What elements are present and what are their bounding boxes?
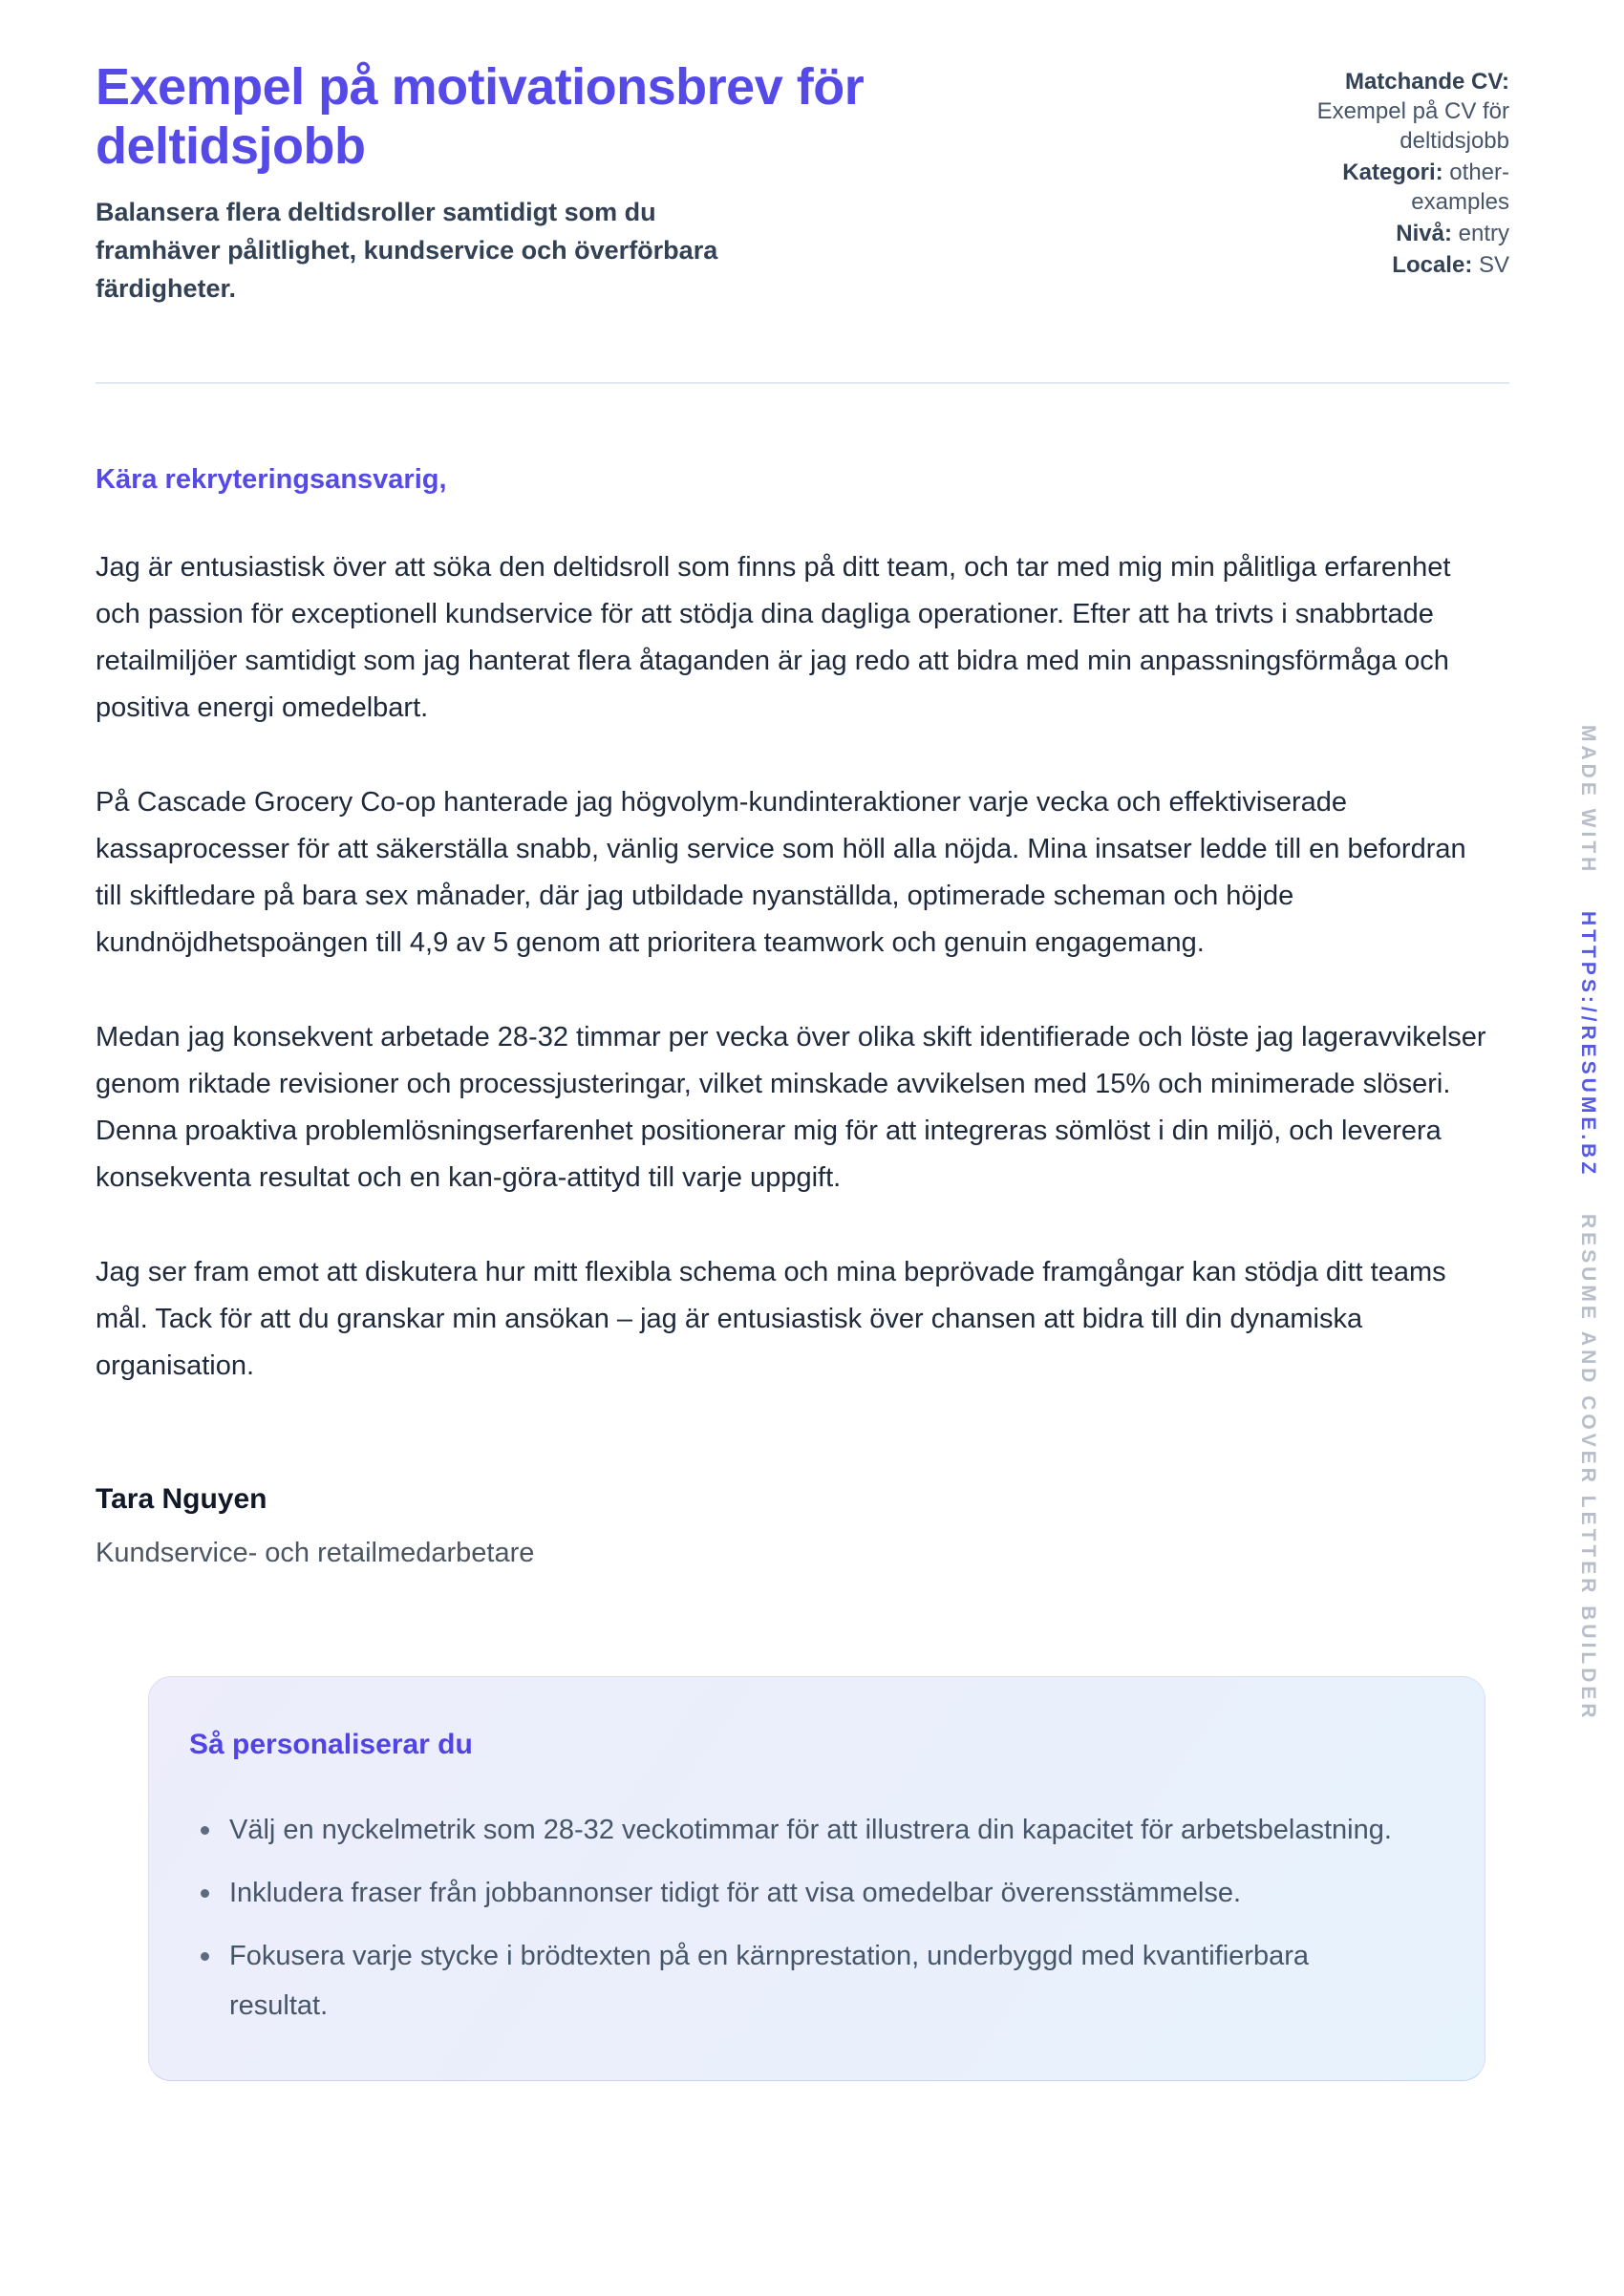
meta-item-matching-cv bbox=[1271, 67, 1509, 156]
watermark-suffix: RESUME AND COVER LETTER BUILDER bbox=[1577, 1214, 1599, 1722]
meta-panel bbox=[1271, 57, 1509, 282]
tip-text: Välj en nyckelmetrik som 28-32 veckotimmar för att illustrera din kapacitet för arbetsbelastning. bbox=[229, 1815, 1392, 1845]
tips-card bbox=[148, 1676, 1485, 2081]
letter-body bbox=[96, 462, 1509, 1571]
page-title: Exempel på motivationsbrev för deltidsjobb bbox=[96, 58, 865, 175]
meta-label: Nivå: bbox=[1396, 221, 1452, 246]
meta-item-level bbox=[1271, 219, 1509, 248]
tip-item bbox=[189, 1931, 1393, 2030]
page-subtitle: Balansera flera deltidsroller samtidigt som du framhäver pålitlighet, kundservice och överförbara färdigheter. bbox=[96, 198, 718, 303]
header bbox=[96, 0, 1509, 308]
tip-text: Fokusera varje stycke i brödtexten på en kärnprestation, underbyggd med kvantifierbara resultat. bbox=[229, 1941, 1310, 2021]
watermark-link[interactable]: HTTPS://RESUME.BZ bbox=[1577, 911, 1599, 1179]
meta-label: Locale: bbox=[1392, 252, 1473, 278]
meta-value: SV bbox=[1478, 252, 1509, 278]
meta-item-category bbox=[1271, 158, 1509, 217]
meta-label: Kategori: bbox=[1342, 159, 1443, 185]
signature-role: Kundservice- och retailmedarbetare bbox=[96, 1538, 535, 1568]
meta-label: Matchande CV: bbox=[1344, 69, 1509, 95]
meta-value: other-examples bbox=[1411, 159, 1509, 215]
title-block bbox=[96, 57, 1108, 308]
signature-name: Tara Nguyen bbox=[96, 1483, 267, 1515]
tip-text: Inkludera fraser från jobbannonser tidigt för att visa omedelbar överensstämmelse. bbox=[229, 1878, 1242, 1908]
tip-item bbox=[189, 1805, 1393, 1855]
header-divider bbox=[96, 382, 1509, 384]
letter-paragraph: På Cascade Grocery Co-op hanterade jag högvolym-kundinteraktioner varje vecka och effektiviserade kassaprocesser för att säkerställa snabb, vänlig service som höll alla nöjda. Mina insatser ledde till en befordran till skiftledare på bara sex månader, där jag utbildade nyanställda, optimerade scheman och höjde kundnöjdhetspoängen till 4,9 av 5 genom att prioritera teamwork och genuin engagemang. bbox=[96, 787, 1466, 958]
letter-greeting: Kära rekryteringsansvarig, bbox=[96, 464, 447, 495]
tips-list bbox=[189, 1805, 1418, 2030]
meta-value: Exempel på CV för deltidsjobb bbox=[1316, 98, 1509, 154]
tips-heading: Så personaliserar du bbox=[189, 1729, 473, 1760]
watermark bbox=[1576, 712, 1599, 1735]
meta-item-locale bbox=[1271, 250, 1509, 280]
letter-paragraph: Jag ser fram emot att diskutera hur mitt flexibla schema och mina beprövade framgångar kan stödja ditt teams mål. Tack för att du granskar min ansökan – jag är entusiastisk över chansen att bidra till din dynamiska organisation. bbox=[96, 1257, 1446, 1381]
watermark-made-with: MADE WITH bbox=[1577, 725, 1599, 876]
letter-paragraph: Medan jag konsekvent arbetade 28-32 timmar per vecka över olika skift identifierade och löste jag lageravvikelser genom riktade revisioner och processjusteringar, vilket minskade avvikelsen med 15% och minimerade slöseri. Denna proaktiva problemlösningserfarenhet positionerar mig för att integreras sömlöst i din miljö, och leverera konsekventa resultat och en kan-göra-attityd till varje uppgift. bbox=[96, 1022, 1486, 1193]
page-content bbox=[96, 0, 1509, 2081]
tip-item bbox=[189, 1868, 1393, 1918]
meta-value: entry bbox=[1458, 221, 1509, 246]
letter-paragraph: Jag är entusiastisk över att söka den deltidsroll som finns på ditt team, och tar med mig min pålitliga erfarenhet och passion för exceptionell kundservice för att stödja dina dagliga operationer. Efter att ha trivts i snabbrtade retailmiljöer samtidigt som jag hanterat flera åtaganden är jag redo att bidra med min anpassningsförmåga och positiva energi omedelbart. bbox=[96, 552, 1451, 723]
